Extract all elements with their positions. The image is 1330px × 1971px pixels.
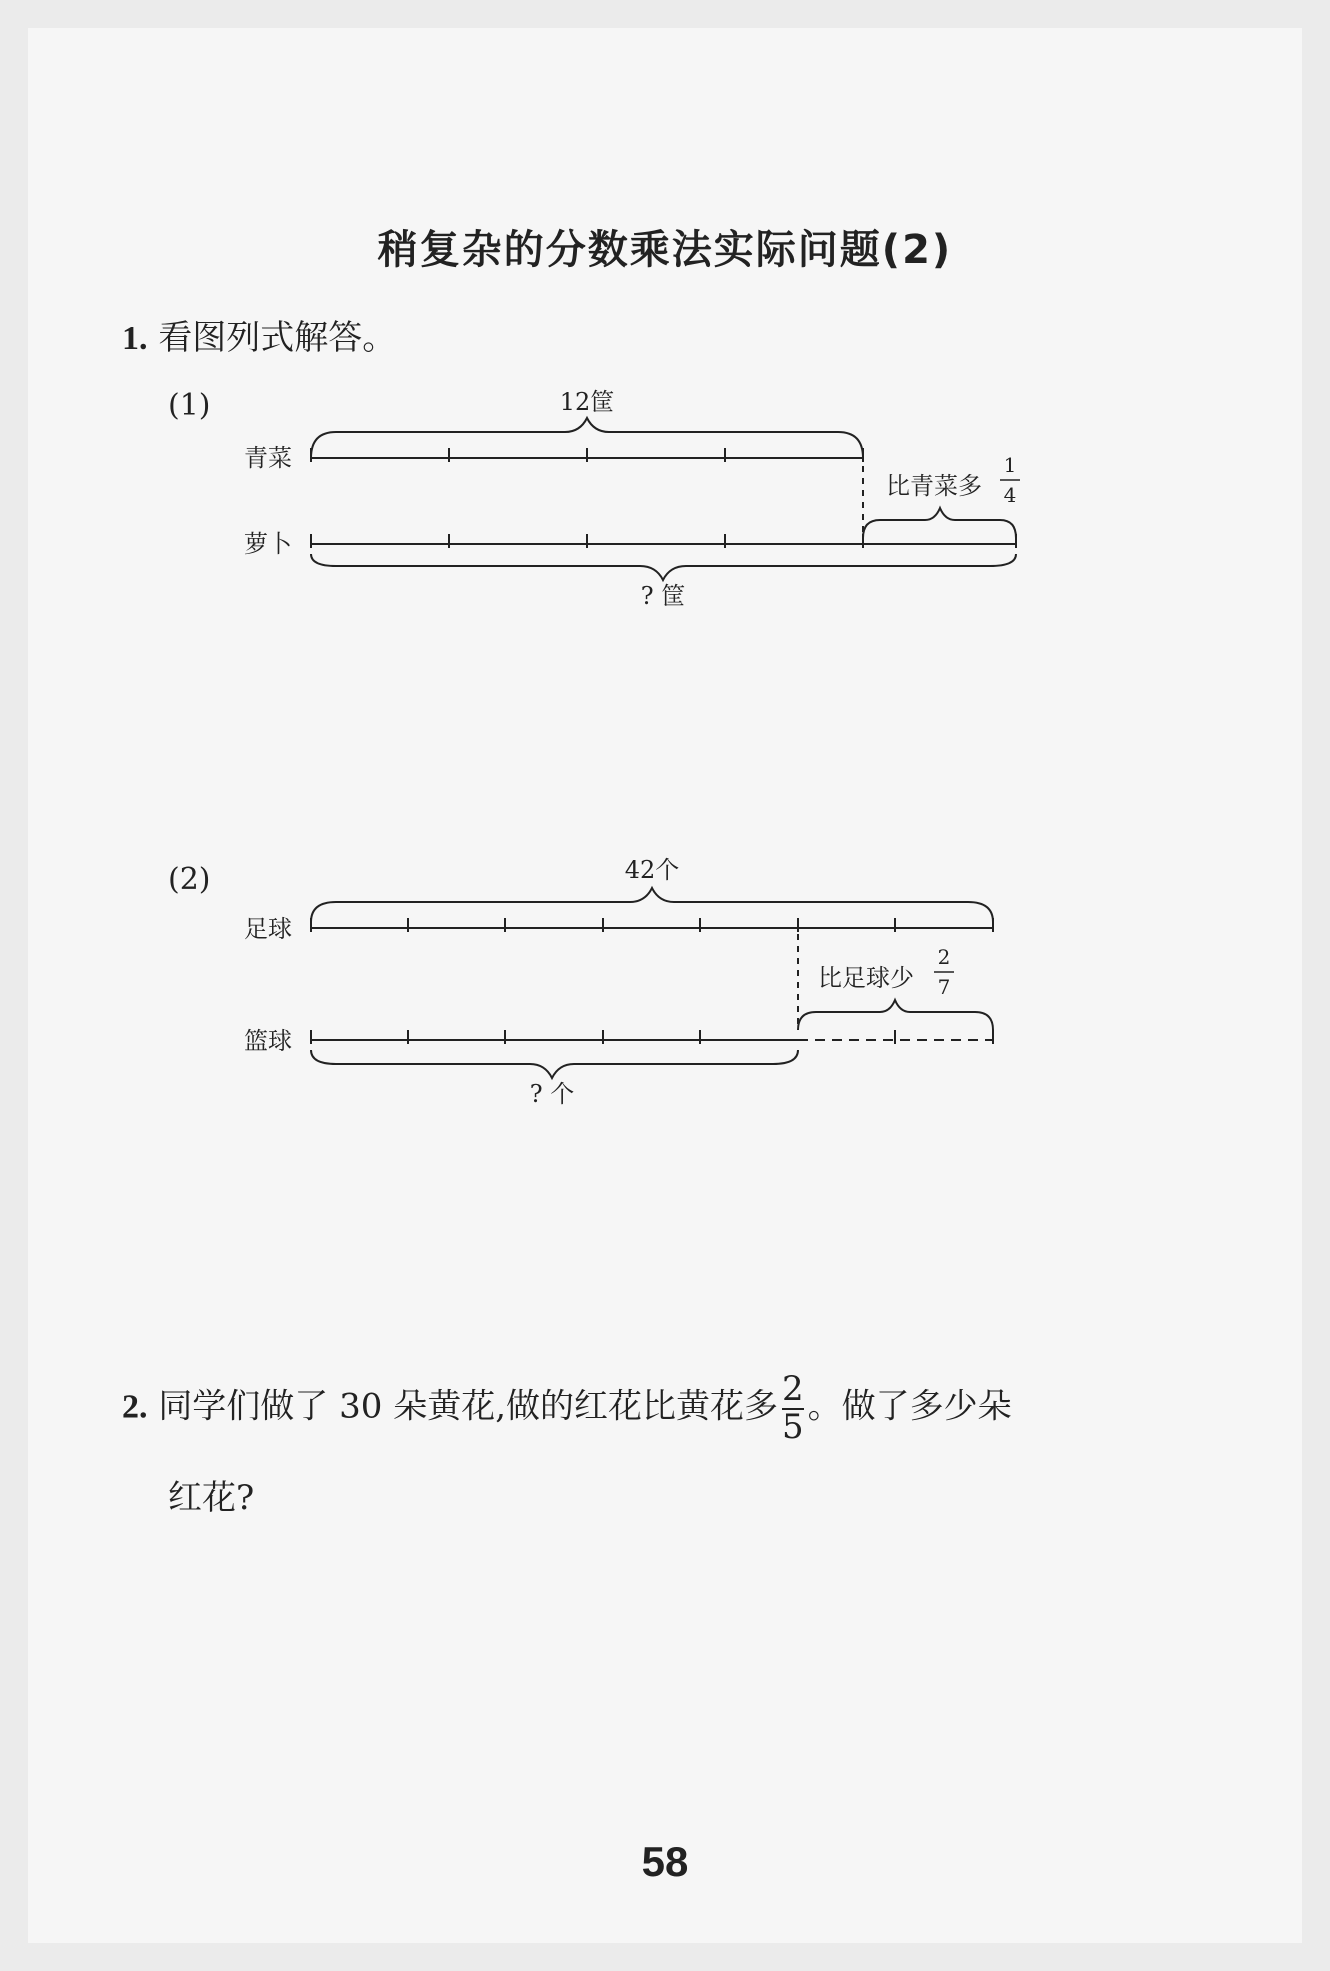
less-frac-num: 2	[937, 945, 951, 969]
question-1-text: 看图列式解答。	[158, 318, 397, 358]
question-2	[122, 1369, 1012, 1447]
page-title: 稍复杂的分数乘法实际问题(2)	[377, 227, 953, 273]
question-2-frac-den: 5	[782, 1406, 804, 1447]
top-total-label: 12筐	[559, 388, 615, 416]
extra-frac-num: 1	[1003, 453, 1017, 477]
top-total-brace	[311, 888, 993, 922]
bottom-total-label: ? 个	[529, 1080, 575, 1108]
extra-frac-den: 4	[1003, 483, 1017, 507]
question-2-line-2: 红花?	[168, 1478, 255, 1518]
part-1-label: (1)	[168, 388, 211, 423]
part-2-label: (2)	[168, 862, 211, 897]
extra-text: 比青菜多	[886, 472, 982, 500]
less-frac-den: 7	[937, 975, 951, 999]
row2-label: 篮球	[244, 1027, 292, 1055]
row1-label: 足球	[244, 915, 292, 943]
page-number: 58	[641, 1838, 689, 1885]
row2-label: 萝卜	[244, 530, 292, 558]
question-2-fraction	[782, 1369, 804, 1447]
question-1-number: 1.	[122, 320, 148, 357]
less-text: 比足球少	[818, 964, 914, 992]
bottom-total-brace	[311, 1050, 798, 1078]
row1-label: 青菜	[244, 444, 292, 472]
less-brace	[798, 1000, 993, 1030]
question-2-frac-num: 2	[782, 1369, 804, 1409]
question-2-text-part2: 。做了多少朵	[807, 1386, 1012, 1427]
question-2-number: 2.	[122, 1388, 148, 1426]
question-2-text-part1: 同学们做了 30 朵黄花,做的红花比黄花多	[158, 1386, 778, 1427]
bottom-total-label: ? 筐	[640, 582, 686, 610]
top-total-label: 42个	[624, 856, 680, 884]
